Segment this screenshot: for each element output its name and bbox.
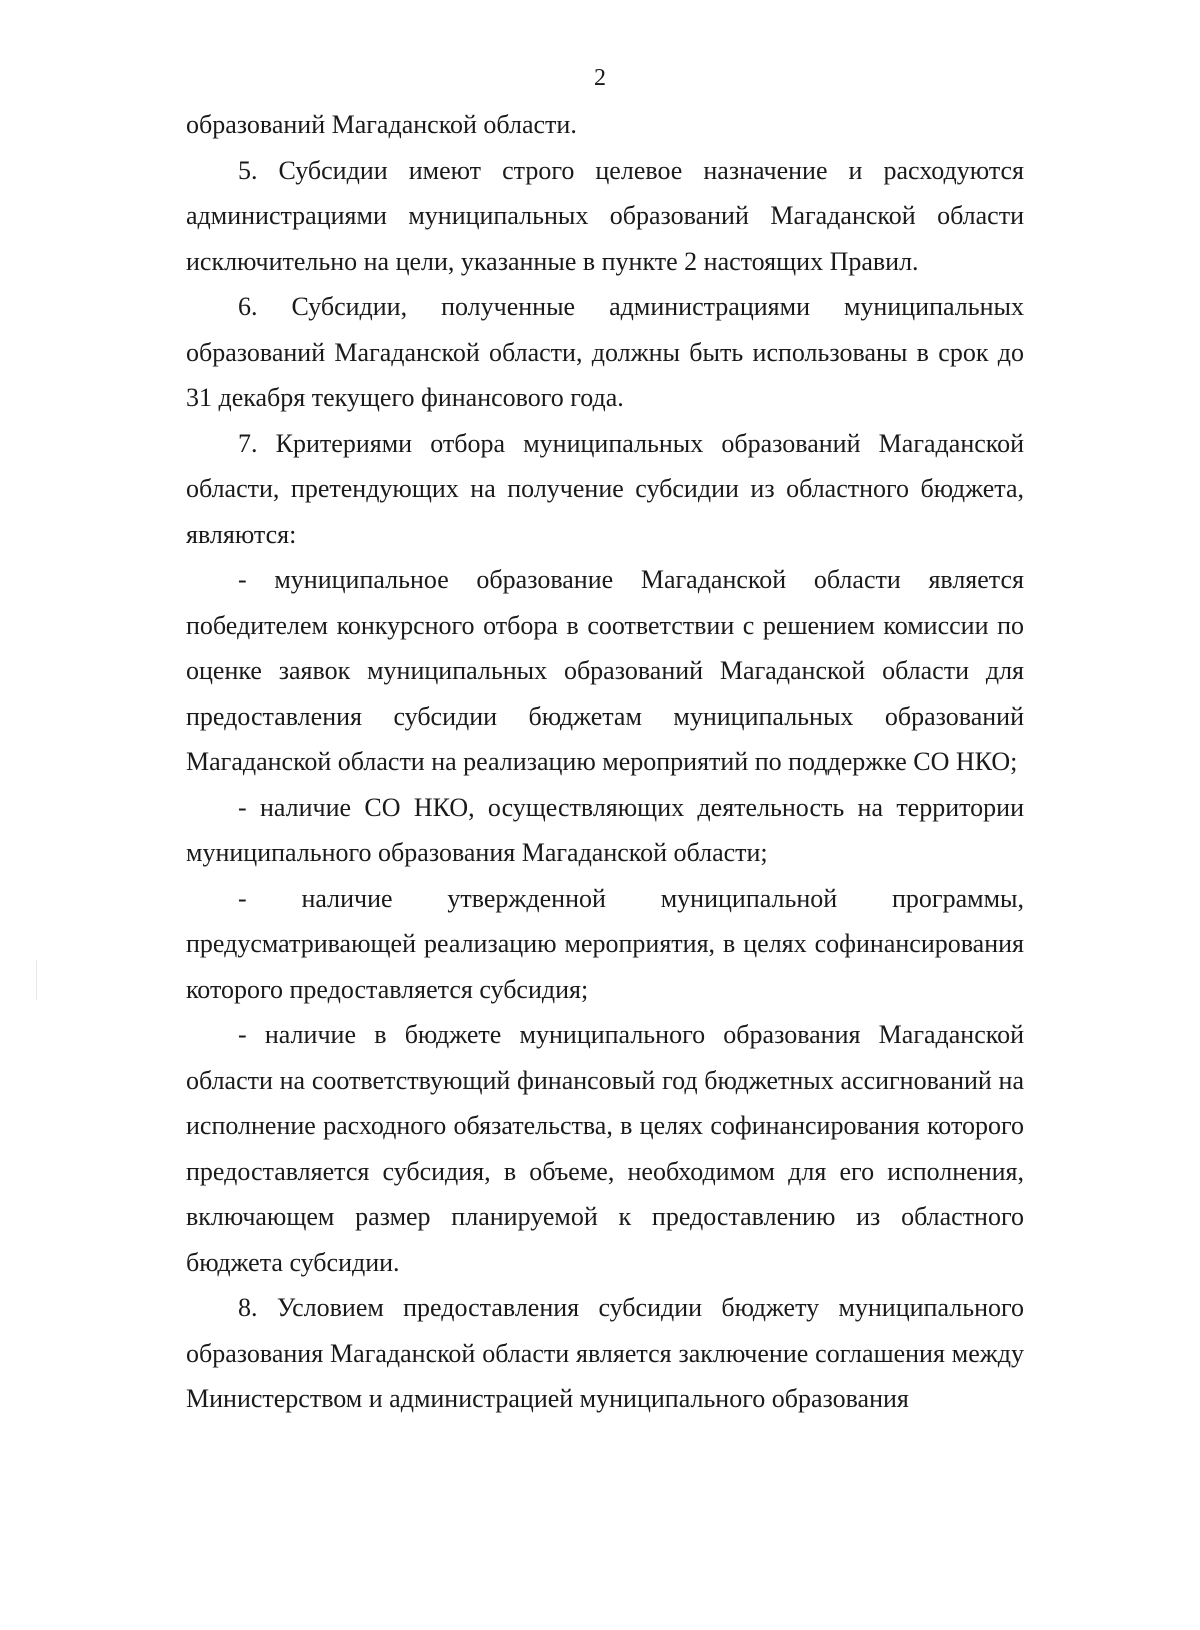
paragraph-criterion-budget-allocation: - наличие в бюджете муниципального образования Магаданской области на соответствующий финансовый год бюджетных ассигнований на исполнение расходного обязательства, в целях софинансирования которого предоставляется субсидия, в объеме, необходимом для его исполнения, включающем размер планируемой к предоставлению из областного бюджета субсидии. <box>186 1020 1024 1277</box>
paragraph-item-6: 6. Субсидии, полученные администрациями муниципальных образований Магаданской области, должны быть использованы в срок до 31 декабря текущего финансового года. <box>186 292 1024 412</box>
paragraph-item-8: 8. Условием предоставления субсидии бюджету муниципального образования Магаданской области является заключение соглашения между Министерством и администрацией муниципального образования <box>186 1293 1024 1413</box>
paragraph-item-7: 7. Критериями отбора муниципальных образований Магаданской области, претендующих на получение субсидии из областного бюджета, являются: <box>186 428 1024 549</box>
document-body <box>186 102 1024 1422</box>
paragraph-criterion-competition-winner: - муниципальное образование Магаданской области является победителем конкурсного отбора в соответствии с решением комиссии по оценке заявок муниципальных образований Магаданской области для предоставления субсидии бюджетам муниципальных образований Магаданской области на реализацию мероприятий по поддержке СО НКО; <box>186 565 1024 776</box>
paragraph-item-5: 5. Субсидии имеют строго целевое назначение и расходуются администрациями муниципальных образований Магаданской области исключительно на цели, указанные в пункте 2 настоящих Правил. <box>186 155 1024 276</box>
paragraph-criterion-nko-presence: - наличие СО НКО, осуществляющих деятельность на территории муниципального образования Магаданской области; <box>186 792 1024 867</box>
paragraph-criterion-municipal-program: - наличие утвержденной муниципальной программы, предусматривающей реализацию мероприятия, в целях софинансирования которого предоставляется субсидия; <box>186 883 1024 1004</box>
page-number: 2 <box>594 65 606 91</box>
paragraph-continuation: образований Магаданской области. <box>186 110 577 139</box>
scan-artifact-line <box>36 960 37 1000</box>
